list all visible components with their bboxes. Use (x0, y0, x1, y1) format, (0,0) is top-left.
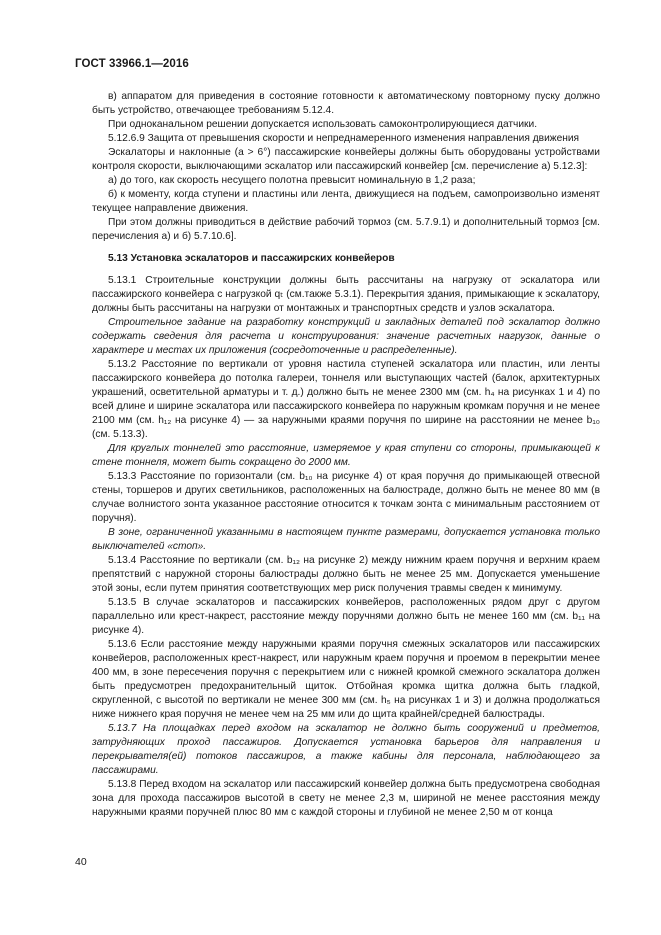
paragraph: 5.13.8 Перед входом на эскалатор или пассажирский конвейер должна быть предусмотрена свободная зона для прохода пассажиров высотой в свету не менее 2,3 м, шириной не менее расстояния между наружными краями поручней плюс 80 мм с каждой стороны и глубиной не менее 2,50 м от конца (92, 779, 600, 818)
section-heading: 5.13 Установка эскалаторов и пассажирских конвейеров (108, 253, 395, 264)
paragraph: 5.12.6.9 Защита от превышения скорости и непреднамеренного изменения направления движения (108, 133, 580, 144)
note-paragraph: Строительное задание на разработку конструкций и закладных деталей под эскалатор должно содержать сведения для расчета и конструирования: значение расчетных нагрузок, данные о характере и местах их приложения (сосредоточенные и распределенные). (92, 317, 600, 356)
page-body (92, 90, 600, 820)
paragraph: 5.13.3 Расстояние по горизонтали (см. b₁₀ на рисунке 4) от края поручня до примыкающей отвесной стены, торшеров и других светильников, расположенных на балюстраде, должно быть не менее 80 мм (в случае волнистого зонта указанное расстояние относится к точкам зонта с минимальным расстоянием от поручня). (92, 471, 600, 524)
paragraph: При одноканальном решении допускается использовать самоконтролирующиеся датчики. (108, 119, 538, 130)
paragraph: 5.13.4 Расстояние по вертикали (см. b₁₂ на рисунке 2) между нижним краем поручня и верхним краем препятствий с наружной стороны балюстрады должно быть не менее 25 мм. Допускается уменьшение этой зоны, если путем принятия соответствующих мер риск получения травмы сведен к минимуму. (92, 555, 600, 594)
paragraph: в) аппаратом для приведения в состояние готовности к автоматическому повторному пуску должно быть устройство, отвечающее требованиям 5.12.4. (92, 91, 600, 116)
paragraph: Эскалаторы и наклонные (а > 6°) пассажирские конвейеры должны быть оборудованы устройствами контроля скорости, выключающими эскалатор или пассажирский конвейер [см. перечисление а) 5.12.3]: (92, 147, 600, 172)
paragraph: 5.13.1 Строительные конструкции должны быть рассчитаны на нагрузку от эскалатора или пассажирского конвейера с нагрузкой qₜ (см.также 5.3.1). Перекрытия здания, примыкающие к эскалатору, должны быть рассчитаны на нагрузки от монтажных и транспортных средств и узлов эскалатора. (92, 275, 600, 314)
note-paragraph: Для круглых тоннелей это расстояние, измеряемое у края ступени со стороны, примыкающей к стене тоннеля, может быть сокращено до 2000 мм. (92, 443, 600, 468)
list-item: б) к моменту, когда ступени и пластины или лента, движущиеся на подъем, самопроизвольно изменят текущее направление движения. (92, 189, 600, 214)
note-paragraph: 5.13.7 На площадках перед входом на эскалатор не должно быть сооружений и предметов, затрудняющих проход пассажиров. Допускается установка барьеров для направления и перекрывателя(ей) потоков пассажиров, а также кабины для персонала, наблюдающего за пассажирами. (92, 723, 600, 776)
paragraph: 5.13.2 Расстояние по вертикали от уровня настила ступеней эскалатора или пластин, или ленты пассажирского конвейера до потолка галереи, тоннеля или выступающих частей (балок, архитектурных украшений, осветительной арматуры и т. д.) должно быть не менее 2300 мм (см. h₄ на рисунках 1 и 4) по всей длине и ширине эскалатора или пассажирского конвейера по наружным кромкам поручня и не менее 2100 мм (см. h₁₂ на рисунке 4) — за наружными краями поручня по ширине на расстоянии не менее b₁₀ (см. 5.13.3). (92, 359, 600, 440)
paragraph: При этом должны приводиться в действие рабочий тормоз (см. 5.7.9.1) и дополнительный тормоз [см. перечисления а) и б) 5.7.10.6]. (92, 217, 600, 242)
paragraph: 5.13.6 Если расстояние между наружными краями поручня смежных эскалаторов или пассажирских конвейеров, расположенных крест-накрест, или наружным краем поручня и проемом в перекрытии менее 400 мм, в зоне пересечения поручня с перекрытием или с нижней кромкой смежного эскалатора должен быть предусмотрен предохранительный щиток. Отбойная кромка щитка должна быть гладкой, скругленной, с высотой по вертикали не менее 300 мм (см. h₅ на рисунках 1 и 3) и должна продолжаться ниже нижнего края поручня не менее чем на 25 мм или до щита крайней/средней балюстрады. (92, 639, 600, 720)
note-paragraph: В зоне, ограниченной указанными в настоящем пункте размерами, допускается установка только выключателей «стоп». (92, 527, 600, 552)
document-header: ГОСТ 33966.1—2016 (75, 58, 189, 70)
list-item: а) до того, как скорость несущего полотна превысит номинальную в 1,2 раза; (108, 175, 476, 186)
page-number: 40 (75, 856, 87, 868)
paragraph: 5.13.5 В случае эскалаторов и пассажирских конвейеров, расположенных рядом друг с другом параллельно или крест-накрест, расстояние между поручнями должно быть не менее 160 мм (см. b₁₁ на рисунке 4). (92, 597, 600, 636)
